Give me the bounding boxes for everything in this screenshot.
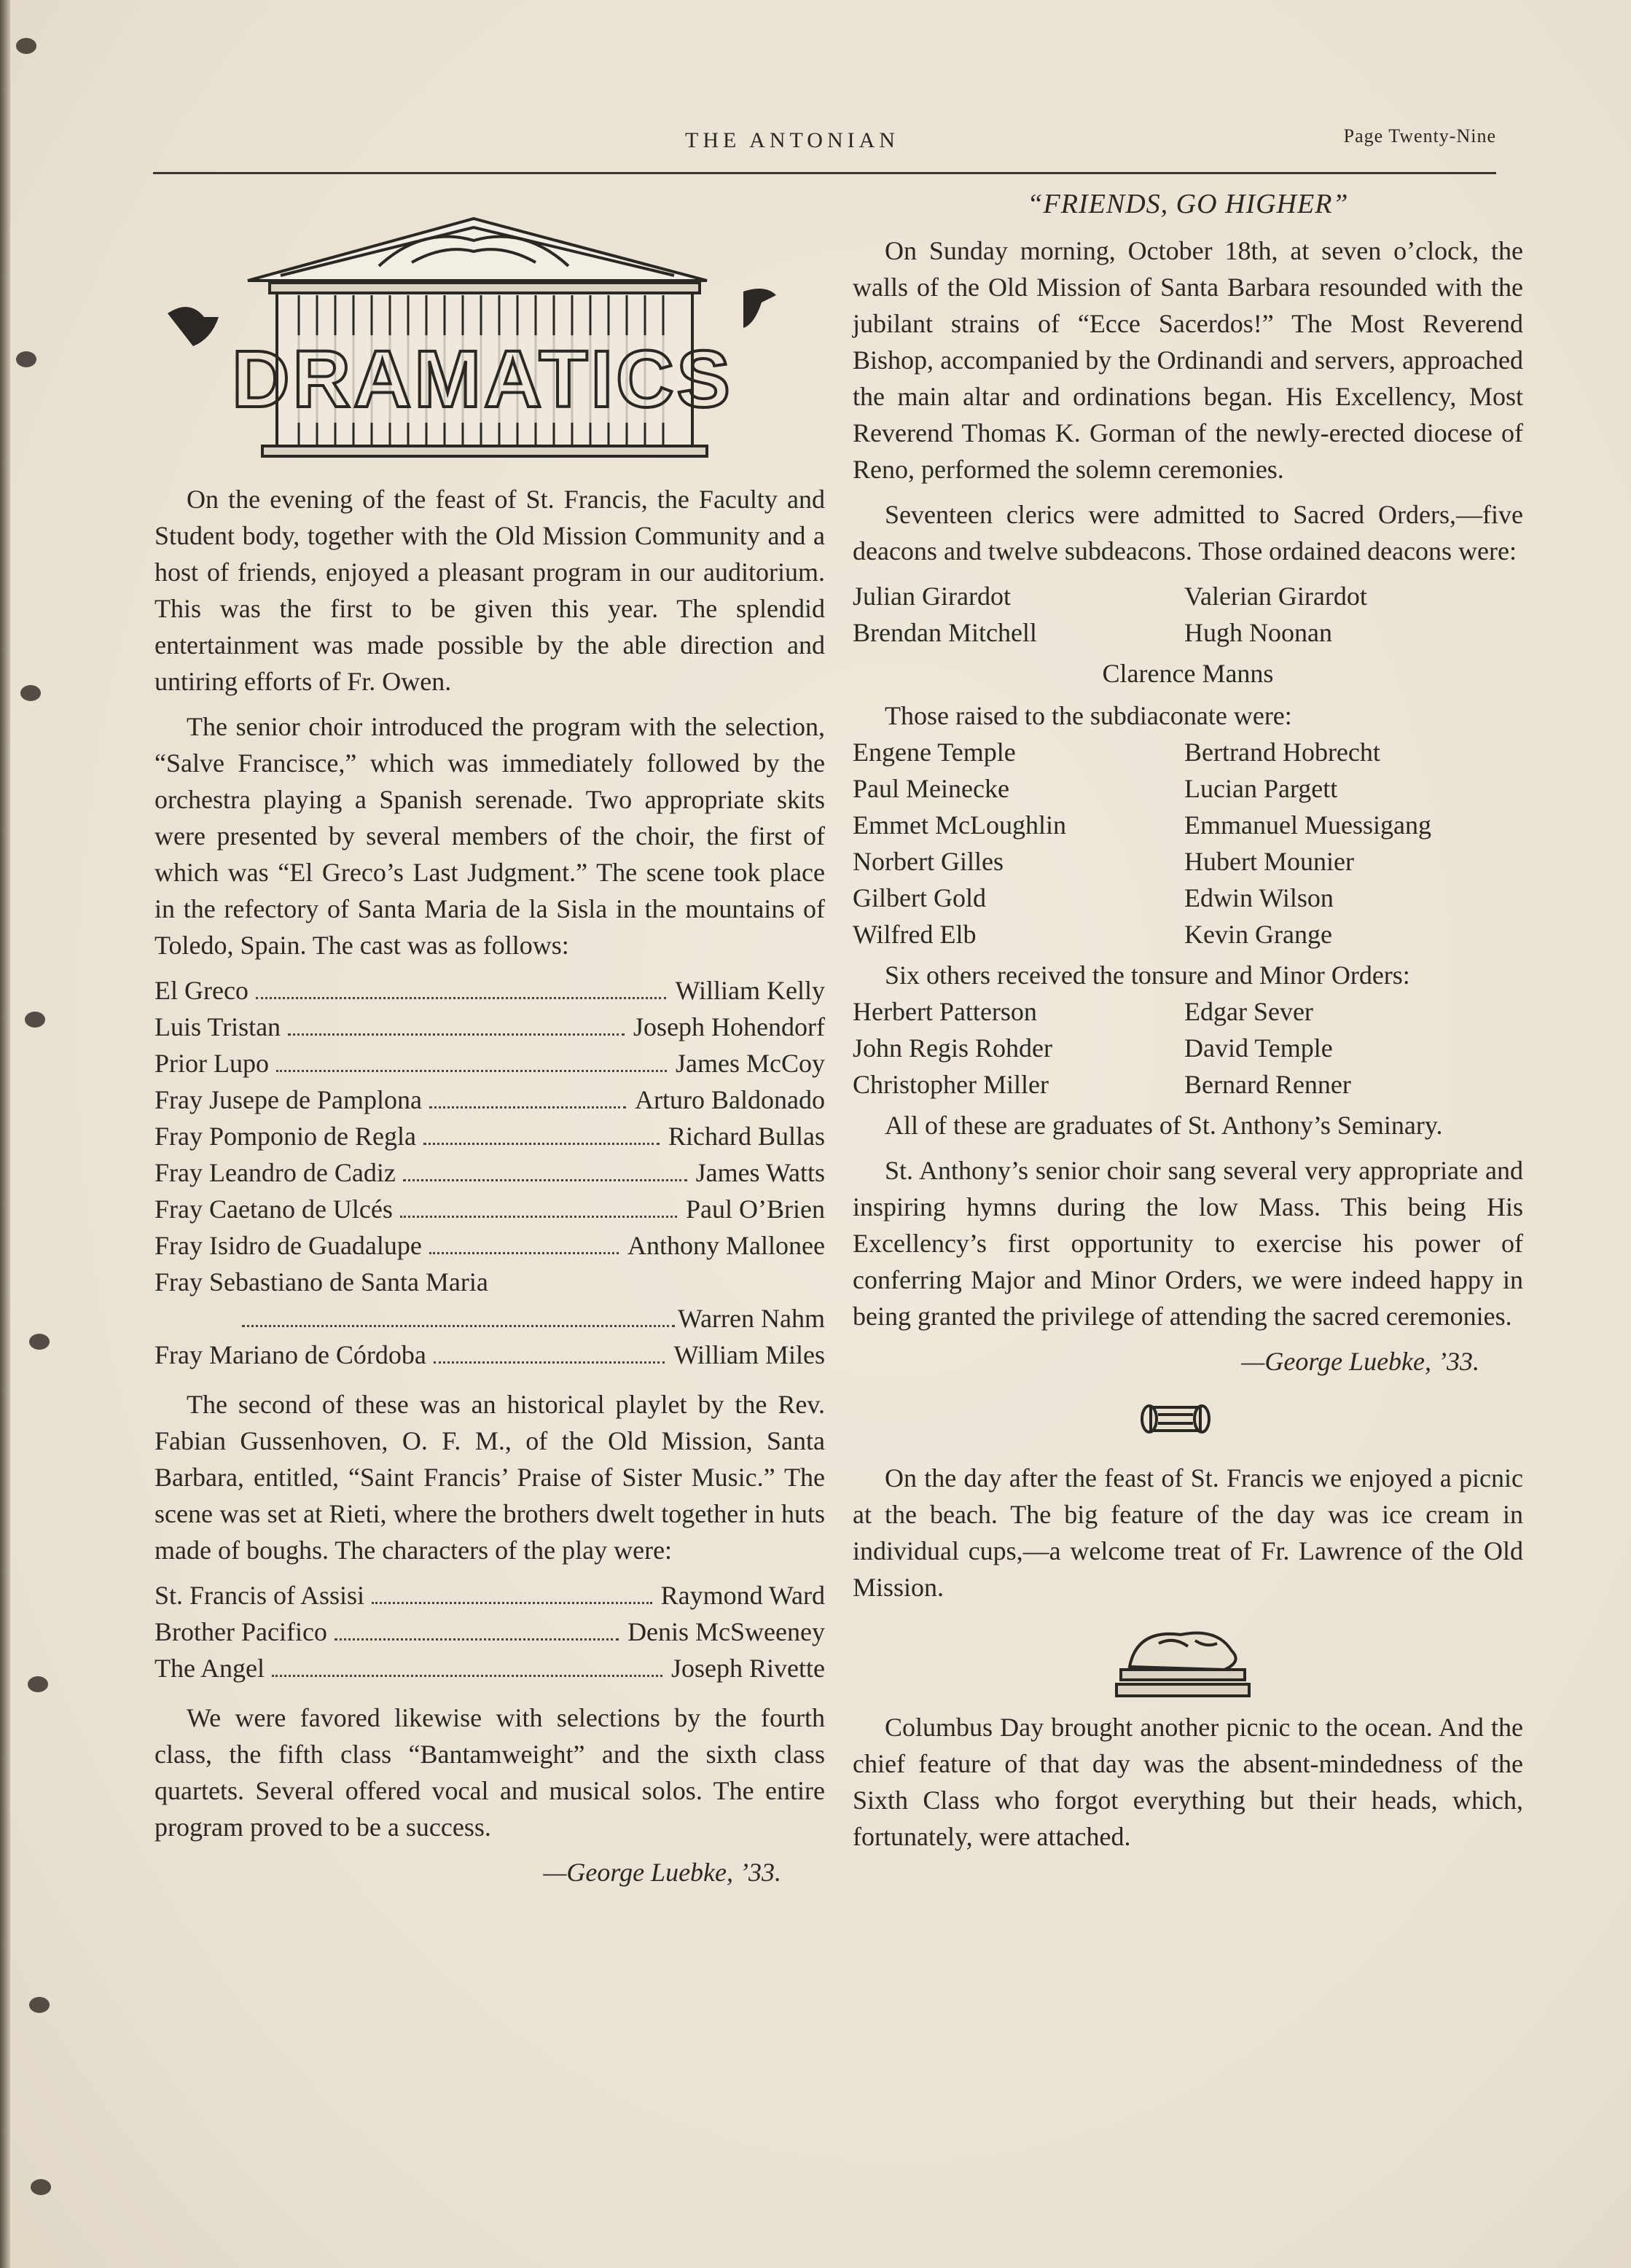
actor: Paul O’Brien bbox=[686, 1194, 825, 1224]
name: Gilbert Gold bbox=[853, 883, 986, 912]
role: Prior Lupo bbox=[155, 1049, 269, 1078]
role: Fray Jusepe de Pamplona bbox=[155, 1085, 422, 1114]
actor: Raymond Ward bbox=[660, 1581, 825, 1610]
paragraph: On the day after the feast of St. Francis we enjoyed a picnic at the beach. The big feature of the day was ice cream in individual cups,—a welcome treat of Fr. Lawrence of the Old Mission. bbox=[853, 1463, 1523, 1602]
role: Fray Leandro de Cadiz bbox=[155, 1158, 396, 1187]
dot-leader bbox=[242, 1325, 675, 1327]
dot-leader bbox=[256, 997, 667, 999]
role: Brother Pacifico bbox=[155, 1617, 327, 1646]
minor-orders-list bbox=[853, 993, 1523, 1103]
actor: James Watts bbox=[695, 1158, 825, 1187]
cast-row bbox=[155, 1009, 825, 1045]
paragraph: St. Anthony’s senior choir sang several very appropriate and inspiring hymns during the low Mass. This being His Excellency’s first opportunity to exercise his power of conferring Major and Minor Orders, we were indeed happy in being granted the privilege of attending the sacred ceremonies. bbox=[853, 1156, 1523, 1331]
name: Paul Meinecke bbox=[853, 774, 1009, 803]
name: Emmet McLoughlin bbox=[853, 810, 1066, 840]
actor: Arturo Baldonado bbox=[635, 1085, 825, 1114]
running-header bbox=[153, 125, 1496, 174]
paragraph: Columbus Day brought another picnic to the ocean. And the chief feature of that day was the absent-mindedness of the Sixth Class who forgot everything but their heads, which, fortunately, were attached. bbox=[853, 1713, 1523, 1851]
role: El Greco bbox=[155, 976, 249, 1005]
byline: —George Luebke, ’33. bbox=[543, 1858, 781, 1887]
dot-leader bbox=[276, 1070, 667, 1072]
role: St. Francis of Assisi bbox=[155, 1581, 365, 1610]
name: Emmanuel Muessigang bbox=[1184, 810, 1431, 840]
page-number: Page Twenty-Nine bbox=[1343, 125, 1496, 146]
dot-leader bbox=[272, 1675, 662, 1677]
name: Herbert Patterson bbox=[853, 997, 1037, 1026]
paragraph: The second of these was an historical playlet by the Rev. Fabian Gussenhoven, O. F. M., of the Old Mission, Santa Barbara, entitled, “Saint Francis’ Praise of Sister Music.” The scene was set at Rieti, where the brothers dwelt together in huts made of boughs. The characters of the play were: bbox=[155, 1390, 825, 1565]
name: Lucian Pargett bbox=[1184, 774, 1338, 803]
cast-list bbox=[155, 972, 825, 1373]
name: Christopher Miller bbox=[853, 1070, 1049, 1099]
dot-leader bbox=[429, 1106, 626, 1108]
name: Brendan Mitchell bbox=[853, 618, 1037, 647]
cast-row bbox=[155, 1191, 825, 1227]
dot-leader bbox=[434, 1361, 665, 1364]
name: Edgar Sever bbox=[1184, 997, 1313, 1026]
name: Bertrand Hobrecht bbox=[1184, 738, 1380, 767]
role: Luis Tristan bbox=[155, 1012, 281, 1041]
paragraph: Seventeen clerics were admitted to Sacred Orders,—five deacons and twelve subdeacons. Those ordained deacons were: bbox=[853, 500, 1523, 566]
role: Fray Pomponio de Regla bbox=[155, 1122, 416, 1151]
name: Norbert Gilles bbox=[853, 847, 1004, 876]
name: Bernard Renner bbox=[1184, 1070, 1351, 1099]
dot-leader bbox=[403, 1179, 687, 1181]
role: Fray Mariano de Córdoba bbox=[155, 1340, 426, 1369]
left-column bbox=[155, 481, 825, 1890]
name: Hubert Mounier bbox=[1184, 847, 1354, 876]
cast-row bbox=[155, 1577, 825, 1614]
paragraph: Six others received the tonsure and Minor Orders: bbox=[885, 961, 1410, 990]
scroll-ornament bbox=[1141, 1400, 1210, 1439]
cast-row bbox=[155, 1650, 825, 1686]
cast-row bbox=[155, 1227, 825, 1264]
cast-row bbox=[155, 1082, 825, 1118]
byline: —George Luebke, ’33. bbox=[1241, 1347, 1479, 1376]
name: David Temple bbox=[1184, 1033, 1333, 1063]
name: Edwin Wilson bbox=[1184, 883, 1334, 912]
subdeacon-list bbox=[853, 734, 1523, 953]
turkey-ornament-row bbox=[853, 1614, 1523, 1709]
dot-leader bbox=[288, 1033, 625, 1036]
binding-hole bbox=[16, 351, 36, 367]
paragraph: On Sunday morning, October 18th, at seven o’clock, the walls of the Old Mission of Santa Barbara resounded with the jubilant strains of “Ecce Sacerdos!” The Most Reverend Bishop, accompanied by the Ordinandi and servers, approached the main altar and ordinations began. His Excellency, Most Reverend Thomas K. Gorman of the newly-erected diocese of Reno, performed the solemn ceremonies. bbox=[853, 236, 1523, 484]
binding-hole bbox=[29, 1997, 50, 2013]
banner-lettering: DRAMATICS bbox=[232, 335, 733, 424]
cast-row bbox=[155, 1045, 825, 1082]
publication-title: THE ANTONIAN bbox=[685, 128, 899, 152]
cast-row bbox=[155, 1264, 825, 1300]
deacon-list bbox=[853, 578, 1523, 651]
paragraph: We were favored likewise with selections by the fourth class, the fifth class “Bantamweight” and the sixth class quartets. Several offered vocal and musical solos. The entire program proved to be a success. bbox=[155, 1703, 825, 1842]
dot-leader bbox=[372, 1602, 652, 1604]
cast-row-continued bbox=[155, 1300, 825, 1337]
dramatics-banner bbox=[160, 211, 787, 466]
cast-row bbox=[155, 972, 825, 1009]
role: Fray Isidro de Guadalupe bbox=[155, 1231, 422, 1260]
paragraph: On the evening of the feast of St. Francis, the Faculty and Student body, together with the Old Mission Community and a host of friends, enjoyed a pleasant program in our auditorium. This was the first to be given this year. The splendid entertainment was made possible by the able direction and untiring efforts of Fr. Owen. bbox=[155, 485, 825, 696]
dot-leader bbox=[335, 1638, 619, 1641]
dot-leader bbox=[400, 1216, 677, 1218]
paragraph: All of these are graduates of St. Anthony’s Seminary. bbox=[885, 1111, 1443, 1140]
roast-platter-ornament bbox=[1115, 1622, 1253, 1703]
actor: William Kelly bbox=[675, 976, 825, 1005]
scroll-ornament-row bbox=[853, 1380, 1523, 1460]
actor: James McCoy bbox=[676, 1049, 825, 1078]
binding-hole bbox=[29, 1334, 50, 1350]
actor: Denis McSweeney bbox=[627, 1617, 825, 1646]
actor: Warren Nahm bbox=[677, 1304, 825, 1333]
actor: William Miles bbox=[673, 1340, 825, 1369]
paragraph: Those raised to the subdiaconate were: bbox=[885, 701, 1292, 730]
binding-hole bbox=[28, 1676, 48, 1692]
name: Kevin Grange bbox=[1184, 920, 1332, 949]
binding-hole bbox=[31, 2179, 51, 2195]
binding-hole bbox=[25, 1012, 45, 1028]
name: Julian Girardot bbox=[853, 582, 1011, 611]
dot-leader bbox=[423, 1143, 660, 1145]
role: The Angel bbox=[155, 1654, 265, 1683]
binding-hole bbox=[20, 685, 41, 701]
binding-hole bbox=[16, 38, 36, 54]
actor: Joseph Hohendorf bbox=[633, 1012, 825, 1041]
actor: Richard Bullas bbox=[668, 1122, 825, 1151]
cast-row bbox=[155, 1118, 825, 1154]
paragraph: The senior choir introduced the program with the selection, “Salve Francisce,” which was immediately followed by the orchestra playing a Spanish serenade. Two appropriate skits were presented by several members of the choir, the first of which was “El Greco’s Last Judgment.” The scene took place in the refectory of Santa Maria de la Sisla in the mountains of Toledo, Spain. The cast was as follows: bbox=[155, 712, 825, 960]
actor: Anthony Mallonee bbox=[627, 1231, 825, 1260]
cast-row bbox=[155, 1337, 825, 1373]
cast-row bbox=[155, 1614, 825, 1650]
name: Valerian Girardot bbox=[1184, 582, 1367, 611]
name: Wilfred Elb bbox=[853, 920, 977, 949]
role: Fray Caetano de Ulcés bbox=[155, 1194, 393, 1224]
right-column bbox=[853, 186, 1523, 1864]
dot-leader bbox=[429, 1252, 619, 1254]
name: Engene Temple bbox=[853, 738, 1016, 767]
role: Fray Sebastiano de Santa Maria bbox=[155, 1267, 488, 1297]
name: Hugh Noonan bbox=[1184, 618, 1332, 647]
name: Clarence Manns bbox=[1102, 659, 1274, 688]
page-edge bbox=[0, 0, 10, 2268]
name: John Regis Rohder bbox=[853, 1033, 1052, 1063]
cast-row bbox=[155, 1154, 825, 1191]
article-heading: “FRIENDS, GO HIGHER” bbox=[1027, 189, 1349, 219]
actor: Joseph Rivette bbox=[671, 1654, 825, 1683]
cast-list bbox=[155, 1577, 825, 1686]
